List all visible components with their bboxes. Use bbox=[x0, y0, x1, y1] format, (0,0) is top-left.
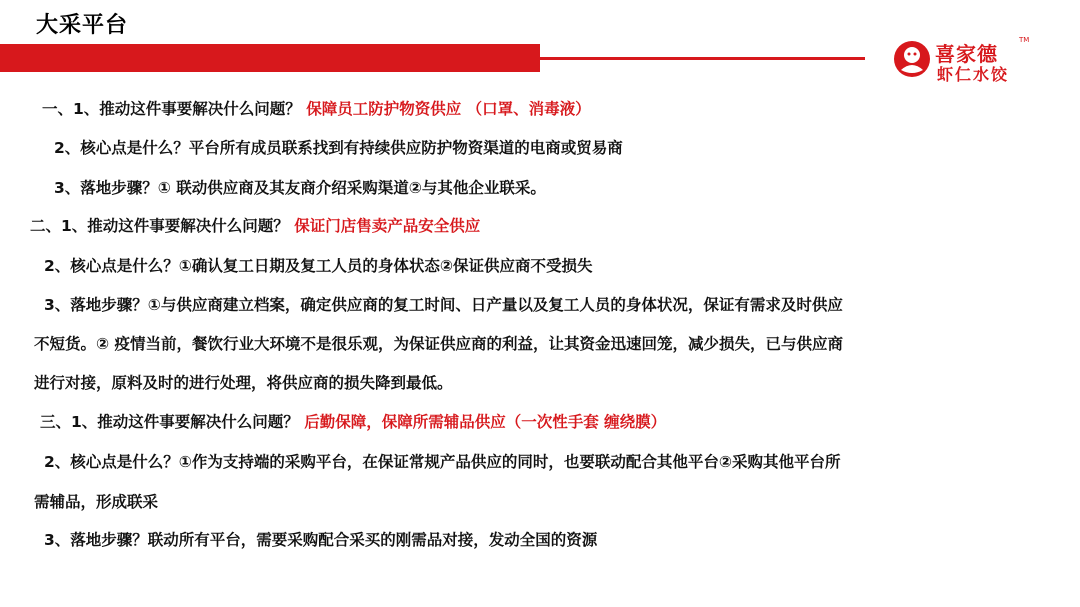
section-3-question-1 bbox=[40, 410, 666, 432]
section-3-question-2-line-2: 需辅品，形成联采 bbox=[34, 493, 159, 511]
brand-subtitle: 虾仁水饺 bbox=[937, 65, 1010, 84]
section-3-question-2-line-1: 2、核心点是什么？①作为支持端的采购平台，在保证常规产品供应的同时，也要联动配合其他平台②采购其他平台所 bbox=[44, 453, 841, 471]
section-1-question-1 bbox=[42, 97, 591, 119]
header-bar-thick bbox=[0, 44, 540, 72]
section-2-question-3-line-2: 不短货。② 疫情当前，餐饮行业大环境不是很乐观，为保证供应商的利益，让其资金迅速回笼，减少损失，已与供应商 bbox=[34, 335, 844, 353]
section-2-question-3-line-3: 进行对接，原料及时的进行处理，将供应商的损失降到最低。 bbox=[34, 374, 453, 392]
section-3-question-3: 3、落地步骤？联动所有平台，需要采购配合采买的刚需品对接，发动全国的资源 bbox=[44, 531, 598, 549]
brand-mascot-icon bbox=[893, 40, 931, 78]
question-answer: 保障员工防护物资供应 （口罩、消毒液） bbox=[306, 100, 591, 118]
section-2-question-2: 2、核心点是什么？①确认复工日期及复工人员的身体状态②保证供应商不受损失 bbox=[44, 257, 593, 275]
brand-logo bbox=[893, 36, 1033, 84]
question-answer: 保证门店售卖产品安全供应 bbox=[294, 217, 481, 235]
question-label: 一、1、推动这件事要解决什么问题？ bbox=[42, 100, 301, 118]
section-1-question-2: 2、核心点是什么？平台所有成员联系找到有持续供应防护物资渠道的电商或贸易商 bbox=[54, 139, 623, 157]
section-2-question-1 bbox=[30, 214, 480, 236]
brand-trademark: TM bbox=[1019, 36, 1030, 44]
brand-name: 喜家德 bbox=[935, 42, 998, 66]
header-bar-thin bbox=[540, 57, 865, 60]
question-answer: 后勤保障，保障所需辅品供应（一次性手套 缠绕膜） bbox=[304, 413, 667, 431]
page-title: 大采平台 bbox=[36, 13, 129, 38]
question-label: 三、1、推动这件事要解决什么问题？ bbox=[40, 413, 299, 431]
section-2-question-3-line-1: 3、落地步骤？①与供应商建立档案，确定供应商的复工时间、日产量以及复工人员的身体状况，保证有需求及时供应 bbox=[44, 296, 843, 314]
section-1-question-3: 3、落地步骤？① 联动供应商及其友商介绍采购渠道②与其他企业联采。 bbox=[54, 179, 546, 197]
question-label: 二、1、推动这件事要解决什么问题？ bbox=[30, 217, 289, 235]
